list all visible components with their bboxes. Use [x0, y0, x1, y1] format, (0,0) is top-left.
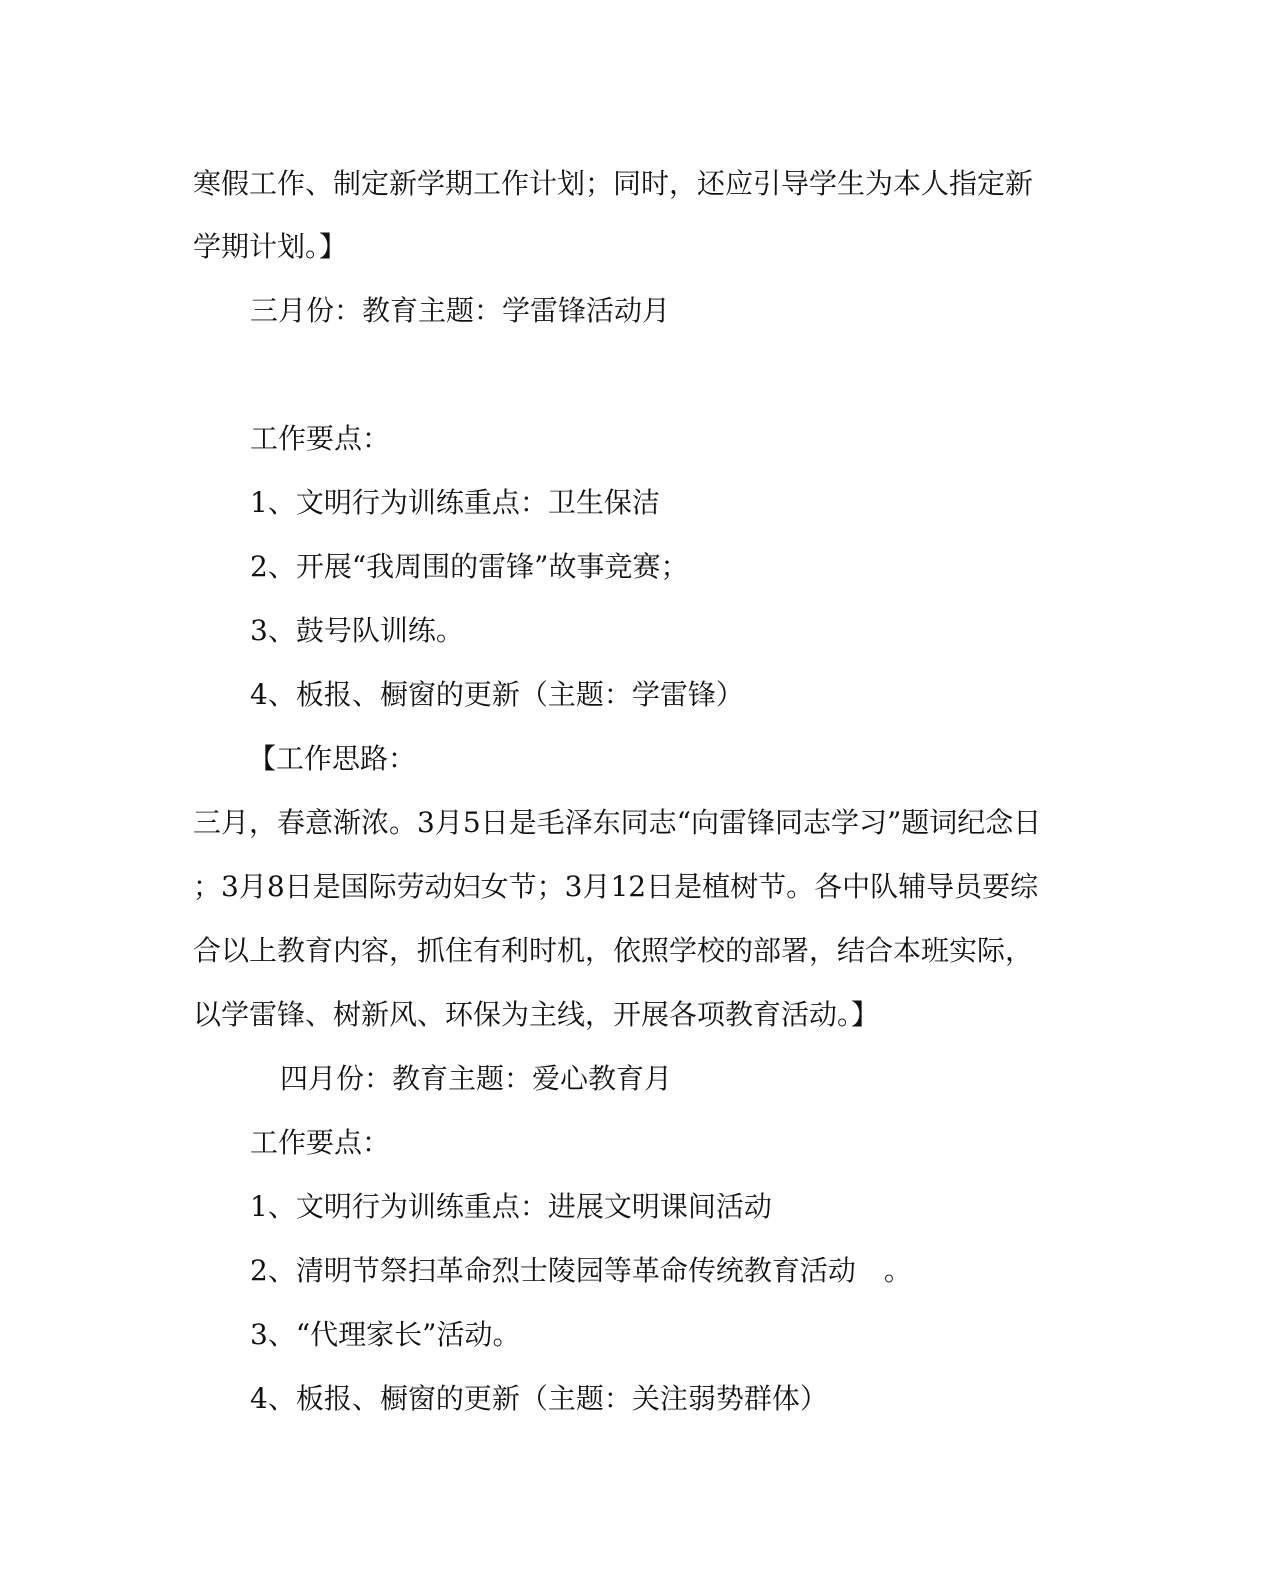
- paragraph-line: 学期计划。】: [193, 230, 348, 263]
- list-item: 3、鼓号队训练。: [250, 614, 464, 647]
- work-points-heading: 工作要点：: [250, 1126, 391, 1159]
- paragraph-line: 三月，春意渐浓。3月5日是毛泽东同志“向雷锋同志学习”题词纪念日: [193, 806, 1042, 839]
- paragraph-line: ；3月8日是国际劳动妇女节；3月12日是植树节。各中队辅导员要综: [193, 870, 1039, 903]
- section-heading-march: 三月份：教育主题：学雷锋活动月: [250, 294, 671, 327]
- list-item: 4、板报、橱窗的更新（主题：学雷锋）: [250, 678, 744, 711]
- list-item: 2、开展“我周围的雷锋”故事竞赛；: [250, 550, 689, 583]
- work-ideas-heading: 【工作思路：: [248, 742, 417, 775]
- work-points-heading: 工作要点：: [250, 422, 391, 455]
- paragraph-line: 合以上教育内容，抓住有利时机，依照学校的部署，结合本班实际，: [193, 934, 1034, 967]
- list-item: 3、“代理家长”活动。: [250, 1318, 521, 1351]
- list-item: 2、清明节祭扫革命烈士陵园等革命传统教育活动 。: [250, 1254, 912, 1287]
- list-item: 1、文明行为训练重点：卫生保洁: [250, 486, 660, 519]
- section-heading-april: 四月份：教育主题：爱心教育月: [280, 1062, 673, 1095]
- paragraph-line: 以学雷锋、树新风、环保为主线，开展各项教育活动。】: [193, 998, 880, 1031]
- paragraph-line: 寒假工作、制定新学期工作计划；同时，还应引导学生为本人指定新: [193, 167, 1034, 200]
- list-item: 4、板报、橱窗的更新（主题：关注弱势群体）: [250, 1382, 828, 1415]
- list-item: 1、文明行为训练重点：进展文明课间活动: [250, 1190, 772, 1223]
